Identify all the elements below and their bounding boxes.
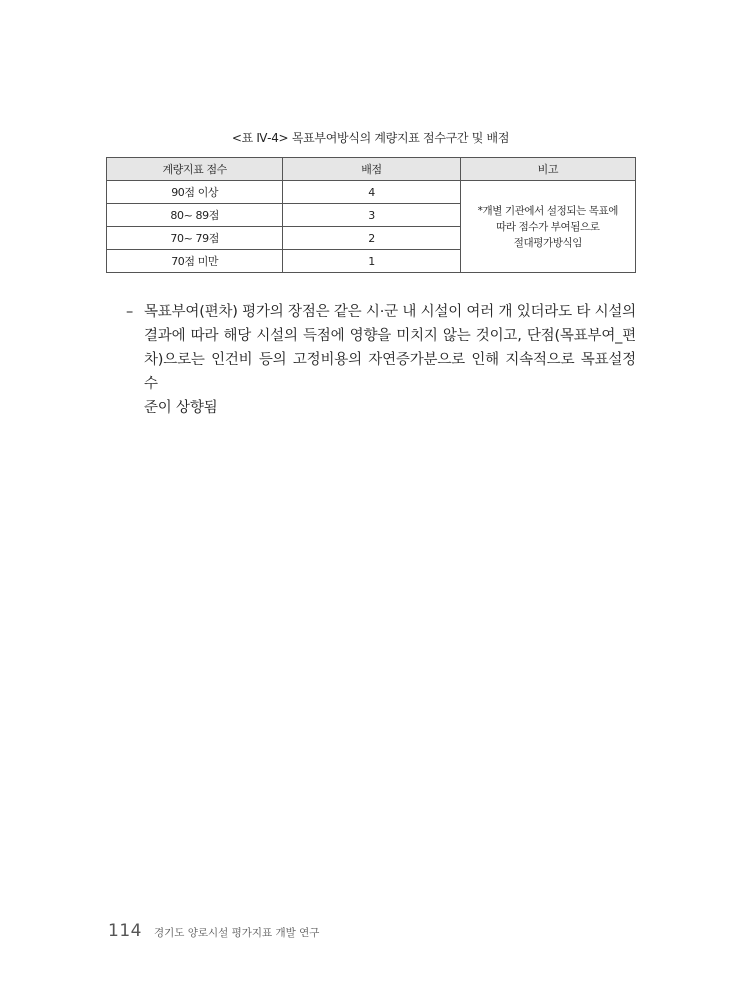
- table-caption: <표 Ⅳ-4> 목표부여방식의 계량지표 점수구간 및 배점: [231, 131, 510, 145]
- table-row: [107, 181, 636, 204]
- points-cell: 3: [283, 204, 460, 227]
- page-number: 114: [108, 921, 142, 941]
- remarks-line: *개별 기관에서 설정되는 목표에: [477, 204, 618, 217]
- paragraph-line: 목표부여(편차) 평가의 장점은 같은 시·군 내 시설이 여러 개 있더라도 타 시설의: [144, 304, 636, 320]
- points-cell: 2: [283, 227, 460, 250]
- score-range-cell: 90점 이상: [107, 181, 283, 204]
- table-header-row: [107, 158, 636, 181]
- score-range-cell: 70~ 79점: [107, 227, 283, 250]
- remarks-line: 따라 점수가 부여됨으로: [496, 220, 600, 233]
- running-title: 경기도 양로시설 평가지표 개발 연구: [153, 927, 320, 939]
- points-cell: 4: [283, 181, 460, 204]
- bullet-paragraph: [126, 300, 636, 420]
- score-table: [106, 157, 636, 273]
- remarks-cell: [460, 181, 635, 273]
- bullet-dash: –: [126, 304, 134, 320]
- score-range-cell: 70점 미만: [107, 250, 283, 273]
- paragraph-line: 준이 상향됨: [144, 400, 218, 416]
- paragraph-line: 차)으로는 인건비 등의 고정비용의 자연증가분으로 인해 지속적으로 목표설정 수: [144, 352, 636, 392]
- remarks-line: 절대평가방식임: [513, 236, 582, 249]
- header-points: 배점: [283, 158, 460, 181]
- points-cell: 1: [283, 250, 460, 273]
- paragraph-line: 결과에 따라 해당 시설의 득점에 영향을 미치지 않는 것이고, 단점(목표부여_편: [144, 328, 636, 344]
- header-remarks: 비고: [460, 158, 635, 181]
- bullet-text: [144, 300, 636, 420]
- score-range-cell: 80~ 89점: [107, 204, 283, 227]
- header-score-range: 계량지표 점수: [107, 158, 283, 181]
- page-footer: [108, 921, 319, 941]
